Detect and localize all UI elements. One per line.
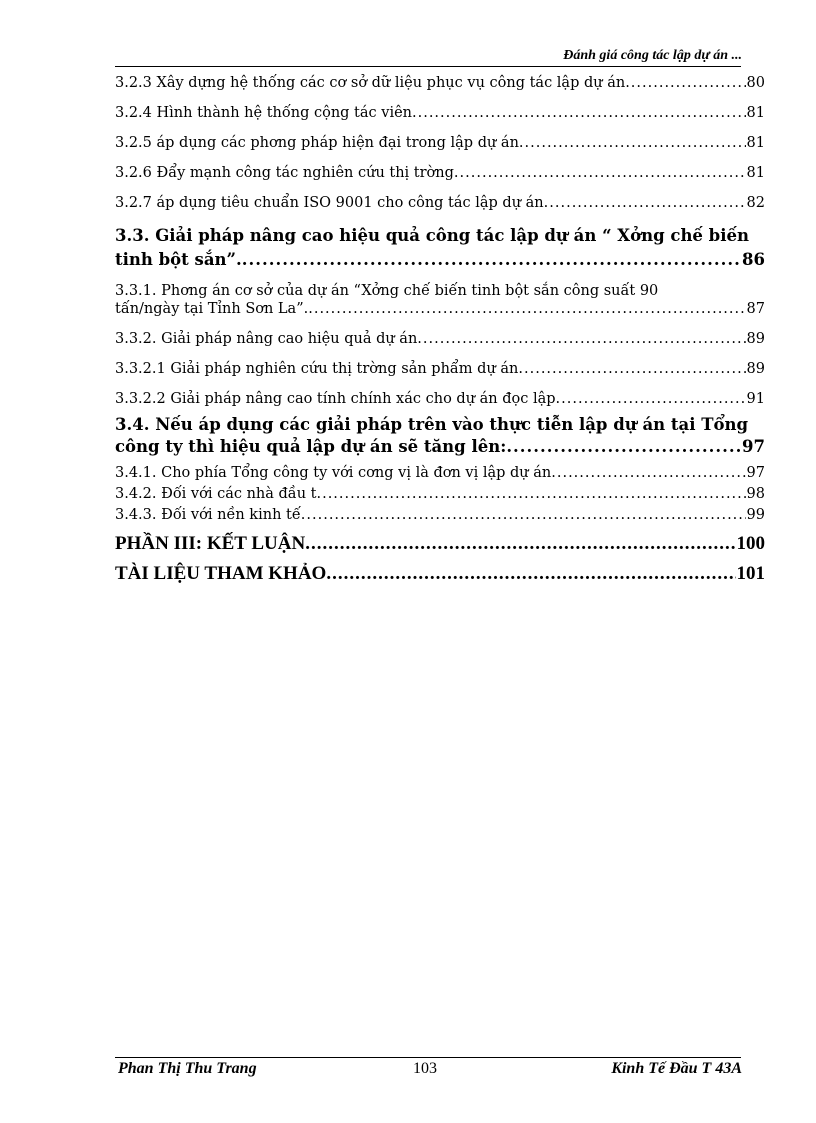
toc-entry-page: 89 xyxy=(746,361,765,377)
toc-entry-page: 98 xyxy=(746,486,765,502)
dot-leader xyxy=(556,390,746,408)
footer-author: Phan Thị Thu Trang xyxy=(118,1060,257,1077)
toc-entry-3-2-3[interactable] xyxy=(115,74,765,92)
toc-entry-page: 81 xyxy=(746,135,765,151)
toc-entry-title: 3.4.1. Cho phía Tổng công ty với cơng vị là đơn vị lập dự án xyxy=(115,465,552,481)
dot-leader xyxy=(551,464,745,482)
dot-leader xyxy=(301,506,746,524)
toc-entry-3-2-4[interactable] xyxy=(115,104,765,122)
toc-entry-page: 101 xyxy=(736,563,765,584)
toc-entry-3-3-2[interactable] xyxy=(115,330,765,348)
toc-entry-page: 87 xyxy=(746,301,765,317)
toc-entry-3-3-2-2[interactable] xyxy=(115,390,765,408)
toc-entry-part-iii[interactable] xyxy=(115,532,765,556)
toc-entry-page: 99 xyxy=(746,507,765,523)
toc-entry-page: 100 xyxy=(736,533,765,554)
toc-entry-title-line1: 3.3. Giải pháp nâng cao hiệu quả công tác lập dự án “ Xởng chế biến xyxy=(115,226,749,245)
dot-leader xyxy=(308,300,745,318)
dot-leader xyxy=(518,360,745,378)
toc-entry-title: 3.3.2.1 Giải pháp nghiên cứu thị trờng sản phẩm dự án xyxy=(115,361,519,377)
toc-entry-3-4-3[interactable] xyxy=(115,506,765,524)
toc-entry-page: 97 xyxy=(746,465,765,481)
toc-entry-page: 82 xyxy=(746,195,765,211)
toc-entry-page: 81 xyxy=(746,105,765,121)
header-rule xyxy=(115,66,741,67)
toc-entry-3-3-1[interactable] xyxy=(115,282,765,318)
toc-entry-title-line2: tấn/ngày tại Tỉnh Sơn La”. xyxy=(115,301,309,317)
toc-entry-title: 3.2.3 Xây dựng hệ thống các cơ sở dữ liệu phục vụ công tác lập dự án xyxy=(115,75,626,91)
toc-entry-title-line2: tinh bột sắn”. xyxy=(115,250,242,269)
dot-leader xyxy=(544,194,746,212)
toc-entry-3-3[interactable] xyxy=(115,224,765,272)
toc-entry-title-line2: công ty thì hiệu quả lập dự án sẽ tăng lên: xyxy=(115,437,507,456)
toc-entry-title: 3.2.4 Hình thành hệ thống cộng tác viên xyxy=(115,105,412,121)
toc-entry-title-line1: 3.3.1. Phơng án cơ sở của dự án “Xởng chế biến tinh bột sắn công suất 90 xyxy=(115,283,659,299)
toc-entry-title: 3.2.7 áp dụng tiêu chuẩn ISO 9001 cho công tác lập dự án xyxy=(115,195,544,211)
footer-class: Kinh Tế Đầu T 43A xyxy=(611,1060,742,1077)
footer-rule xyxy=(115,1057,741,1058)
dot-leader xyxy=(519,134,746,152)
dot-leader xyxy=(454,164,746,182)
running-header-title: Đánh giá công tác lập dự án ... xyxy=(563,48,742,63)
dot-leader xyxy=(506,436,741,458)
toc-entry-title: TÀI LIỆU THAM KHẢO xyxy=(115,563,327,584)
dot-leader xyxy=(305,532,735,556)
toc-entry-title-line1: 3.4. Nếu áp dụng các giải pháp trên vào thực tiễn lập dự án tại Tổng xyxy=(115,415,749,434)
toc-entry-references[interactable] xyxy=(115,562,765,586)
footer-page-number: 103 xyxy=(413,1060,437,1077)
toc-entry-3-3-2-1[interactable] xyxy=(115,360,765,378)
toc-entry-title: 3.4.2. Đối với các nhà đầu t xyxy=(115,486,317,502)
toc-entry-page: 97 xyxy=(742,437,765,456)
dot-leader xyxy=(412,104,746,122)
toc-entry-page: 80 xyxy=(746,75,765,91)
toc-entry-3-4[interactable] xyxy=(115,414,765,458)
dot-leader xyxy=(242,248,741,272)
toc-entry-3-4-1[interactable] xyxy=(115,464,765,482)
table-of-contents xyxy=(115,74,765,592)
toc-entry-3-4-2[interactable] xyxy=(115,485,765,503)
toc-entry-3-2-7[interactable] xyxy=(115,194,765,212)
dot-leader xyxy=(625,74,745,92)
toc-entry-3-2-6[interactable] xyxy=(115,164,765,182)
toc-entry-title: 3.2.6 Đẩy mạnh công tác nghiên cứu thị trờng xyxy=(115,165,454,181)
dot-leader xyxy=(316,485,745,503)
toc-entry-title: 3.3.2. Giải pháp nâng cao hiệu quả dự án xyxy=(115,331,418,347)
toc-entry-page: 86 xyxy=(742,250,765,269)
toc-entry-title: 3.4.3. Đối với nền kinh tế xyxy=(115,507,301,523)
toc-entry-title: 3.3.2.2 Giải pháp nâng cao tính chính xác cho dự án đọc lập xyxy=(115,391,556,407)
toc-entry-3-2-5[interactable] xyxy=(115,134,765,152)
toc-entry-page: 81 xyxy=(746,165,765,181)
dot-leader xyxy=(417,330,745,348)
toc-entry-page: 89 xyxy=(746,331,765,347)
toc-entry-title: PHẦN III: KẾT LUẬN xyxy=(115,533,306,554)
dot-leader xyxy=(326,562,735,586)
toc-entry-title: 3.2.5 áp dụng các phơng pháp hiện đại trong lập dự án xyxy=(115,135,519,151)
toc-entry-page: 91 xyxy=(746,391,765,407)
